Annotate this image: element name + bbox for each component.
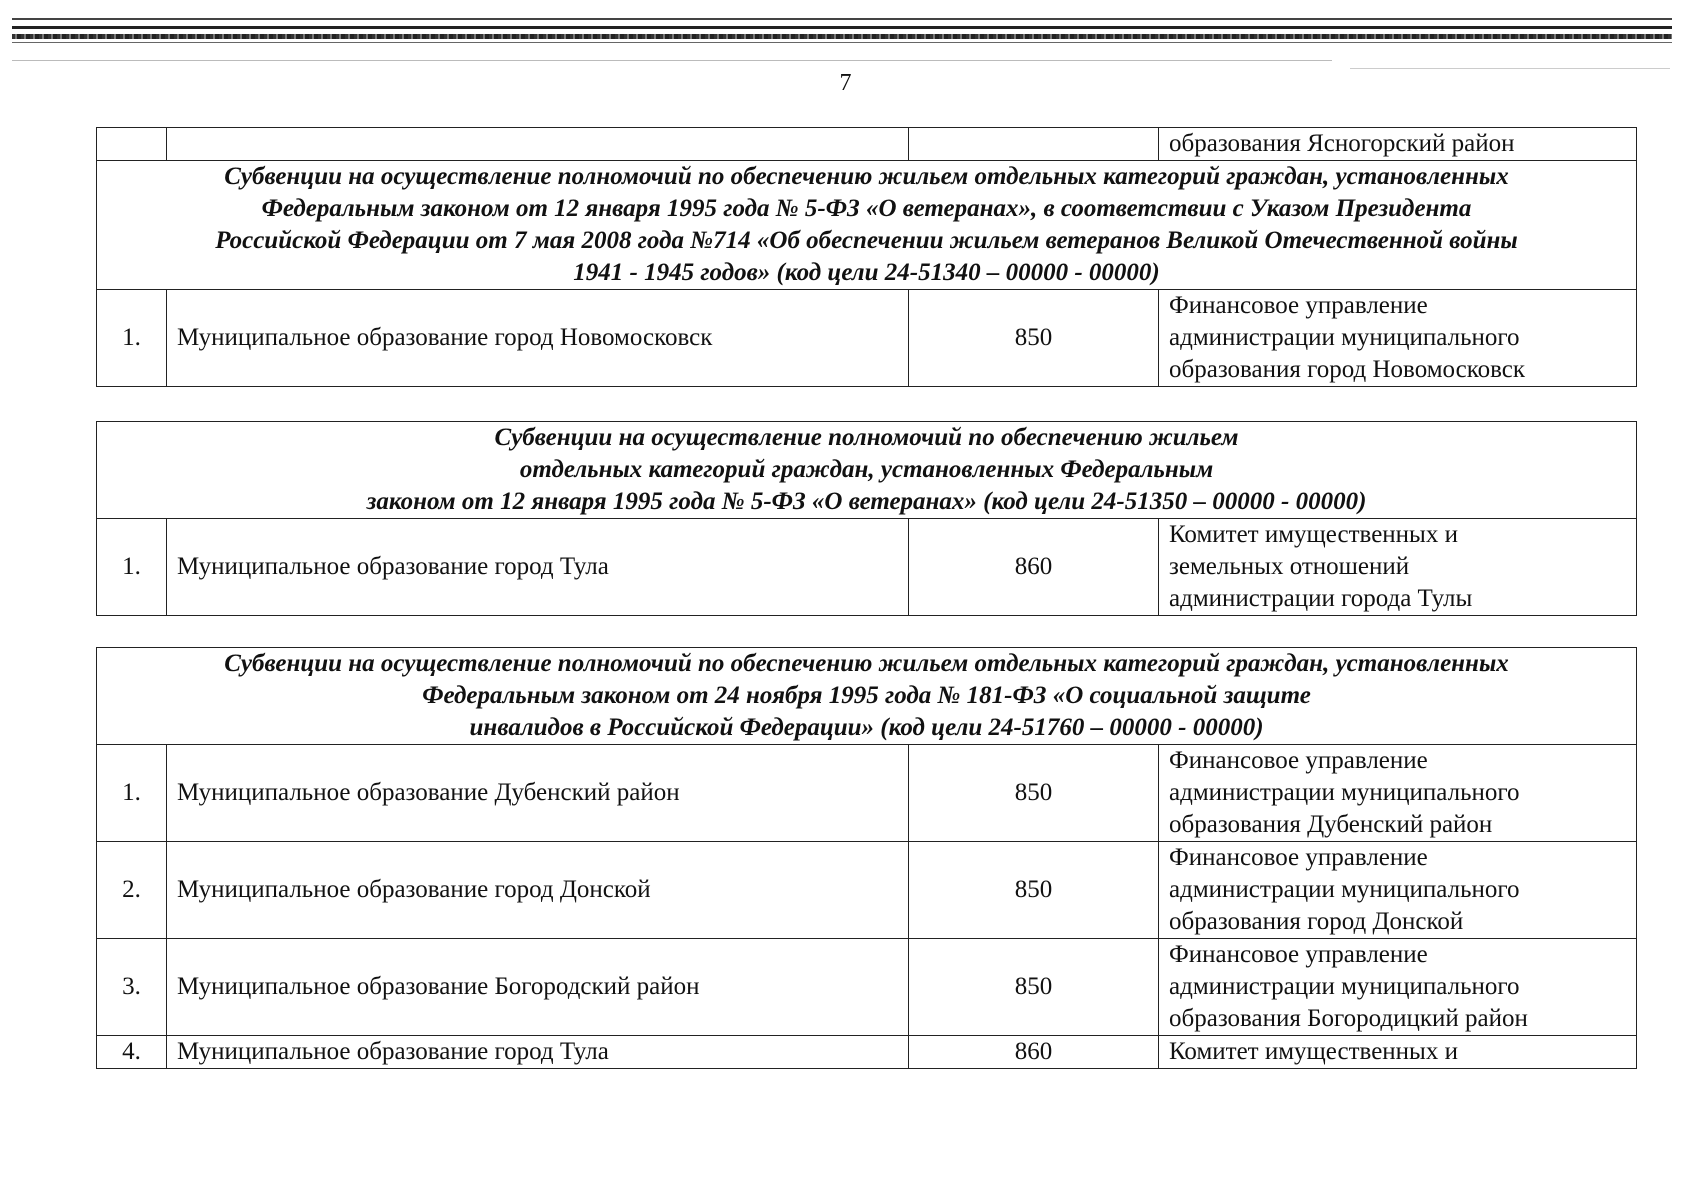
- section-title: [97, 648, 1637, 745]
- section-title-line: Субвенции на осуществление полномочий по обеспечению жильем отдельных категорий граждан, установленных: [224, 650, 1509, 677]
- administrator-org-line: земельных отношений: [1169, 553, 1410, 580]
- section-title: [97, 422, 1637, 519]
- administrator-org-line: образования город Новомосковск: [1169, 356, 1526, 383]
- subsidy-table-disabled: [96, 647, 1637, 1069]
- municipality-name: Муниципальное образование Дубенский район: [167, 745, 909, 842]
- municipality-name: Муниципальное образование город Тула: [167, 1036, 909, 1069]
- administrator-org-line: Финансовое управление: [1169, 941, 1428, 968]
- table-row: [97, 939, 1637, 1036]
- subsidy-table-veterans: [96, 421, 1637, 616]
- administrator-org-line: администрации муниципального: [1169, 324, 1520, 351]
- municipality-name: Муниципальное образование город Новомосковск: [167, 290, 909, 387]
- administrator-org-line: образования город Донской: [1169, 908, 1464, 935]
- row-number: 2.: [97, 842, 167, 939]
- municipality-name: Муниципальное образование Богородский район: [167, 939, 909, 1036]
- administrator-org-line: администрации муниципального: [1169, 973, 1520, 1000]
- administrator-org-line: Финансовое управление: [1169, 292, 1428, 319]
- administrator-org: образования Ясногорский район: [1159, 128, 1637, 161]
- amount-code: 850: [909, 939, 1159, 1036]
- administrator-org: [1159, 290, 1637, 387]
- header-rule: [1350, 68, 1670, 69]
- table-row: [97, 842, 1637, 939]
- municipality-name: Муниципальное образование город Донской: [167, 842, 909, 939]
- header-rule: [12, 18, 1672, 20]
- table-row: [97, 290, 1637, 387]
- administrator-org: [1159, 1036, 1637, 1069]
- row-number: 3.: [97, 939, 167, 1036]
- amount-code: 860: [909, 1036, 1159, 1069]
- administrator-org: [1159, 842, 1637, 939]
- amount-code: [909, 128, 1159, 161]
- section-title-line: Федеральным законом от 12 января 1995 года № 5-ФЗ «О ветеранах», в соответствии с Указом Президента: [261, 195, 1472, 222]
- administrator-org-line: Финансовое управление: [1169, 747, 1428, 774]
- section-title-line: инвалидов в Российской Федерации» (код цели 24-51760 – 00000 - 00000): [469, 714, 1264, 741]
- row-number: 4.: [97, 1036, 167, 1069]
- administrator-org-line: администрации муниципального: [1169, 876, 1520, 903]
- table-row: [97, 745, 1637, 842]
- section-title-line: Субвенции на осуществление полномочий по обеспечению жильем отдельных категорий граждан, установленных: [224, 163, 1509, 190]
- section-title-line: Федеральным законом от 24 ноября 1995 года № 181-ФЗ «О социальной защите: [422, 682, 1311, 709]
- section-title-line: Российской Федерации от 7 мая 2008 года №714 «Об обеспечении жильем ветеранов Великой Отечественной войны: [215, 227, 1518, 254]
- administrator-org: [1159, 745, 1637, 842]
- administrator-org-line: Комитет имущественных и: [1169, 1038, 1458, 1065]
- administrator-org-line: администрации города Тулы: [1169, 585, 1473, 612]
- header-rule: [12, 60, 1332, 61]
- subsidy-table-veterans-decree: [96, 127, 1637, 387]
- administrator-org-line: Финансовое управление: [1169, 844, 1428, 871]
- municipality-name: Муниципальное образование город Тула: [167, 519, 909, 616]
- section-header-row: [97, 648, 1637, 745]
- table-row: [97, 519, 1637, 616]
- header-rule: [12, 26, 1672, 29]
- section-header-row: [97, 422, 1637, 519]
- amount-code: 850: [909, 290, 1159, 387]
- administrator-org-line: администрации муниципального: [1169, 779, 1520, 806]
- header-rule: [12, 42, 1672, 43]
- section-title-line: 1941 - 1945 годов» (код цели 24-51340 – 00000 - 00000): [573, 259, 1160, 286]
- amount-code: 850: [909, 745, 1159, 842]
- section-header-row: [97, 161, 1637, 290]
- section-title: [97, 161, 1637, 290]
- administrator-org: [1159, 939, 1637, 1036]
- table-row: [97, 1036, 1637, 1069]
- page-number: 7: [839, 70, 852, 96]
- row-number: 1.: [97, 745, 167, 842]
- municipality-name: [167, 128, 909, 161]
- administrator-org: [1159, 519, 1637, 616]
- section-title-line: Субвенции на осуществление полномочий по обеспечению жильем: [494, 424, 1239, 451]
- table-row: [97, 128, 1637, 161]
- amount-code: 860: [909, 519, 1159, 616]
- row-number: [97, 128, 167, 161]
- administrator-org-line: Комитет имущественных и: [1169, 521, 1458, 548]
- row-number: 1.: [97, 519, 167, 616]
- amount-code: 850: [909, 842, 1159, 939]
- administrator-org-line: образования Богородицкий район: [1169, 1005, 1528, 1032]
- row-number: 1.: [97, 290, 167, 387]
- header-rule: [12, 34, 1672, 39]
- administrator-org-line: образования Дубенский район: [1169, 811, 1493, 838]
- section-title-line: отдельных категорий граждан, установленных Федеральным: [519, 456, 1214, 483]
- section-title-line: законом от 12 января 1995 года № 5-ФЗ «О ветеранах» (код цели 24-51350 – 00000 - 00000): [366, 488, 1367, 515]
